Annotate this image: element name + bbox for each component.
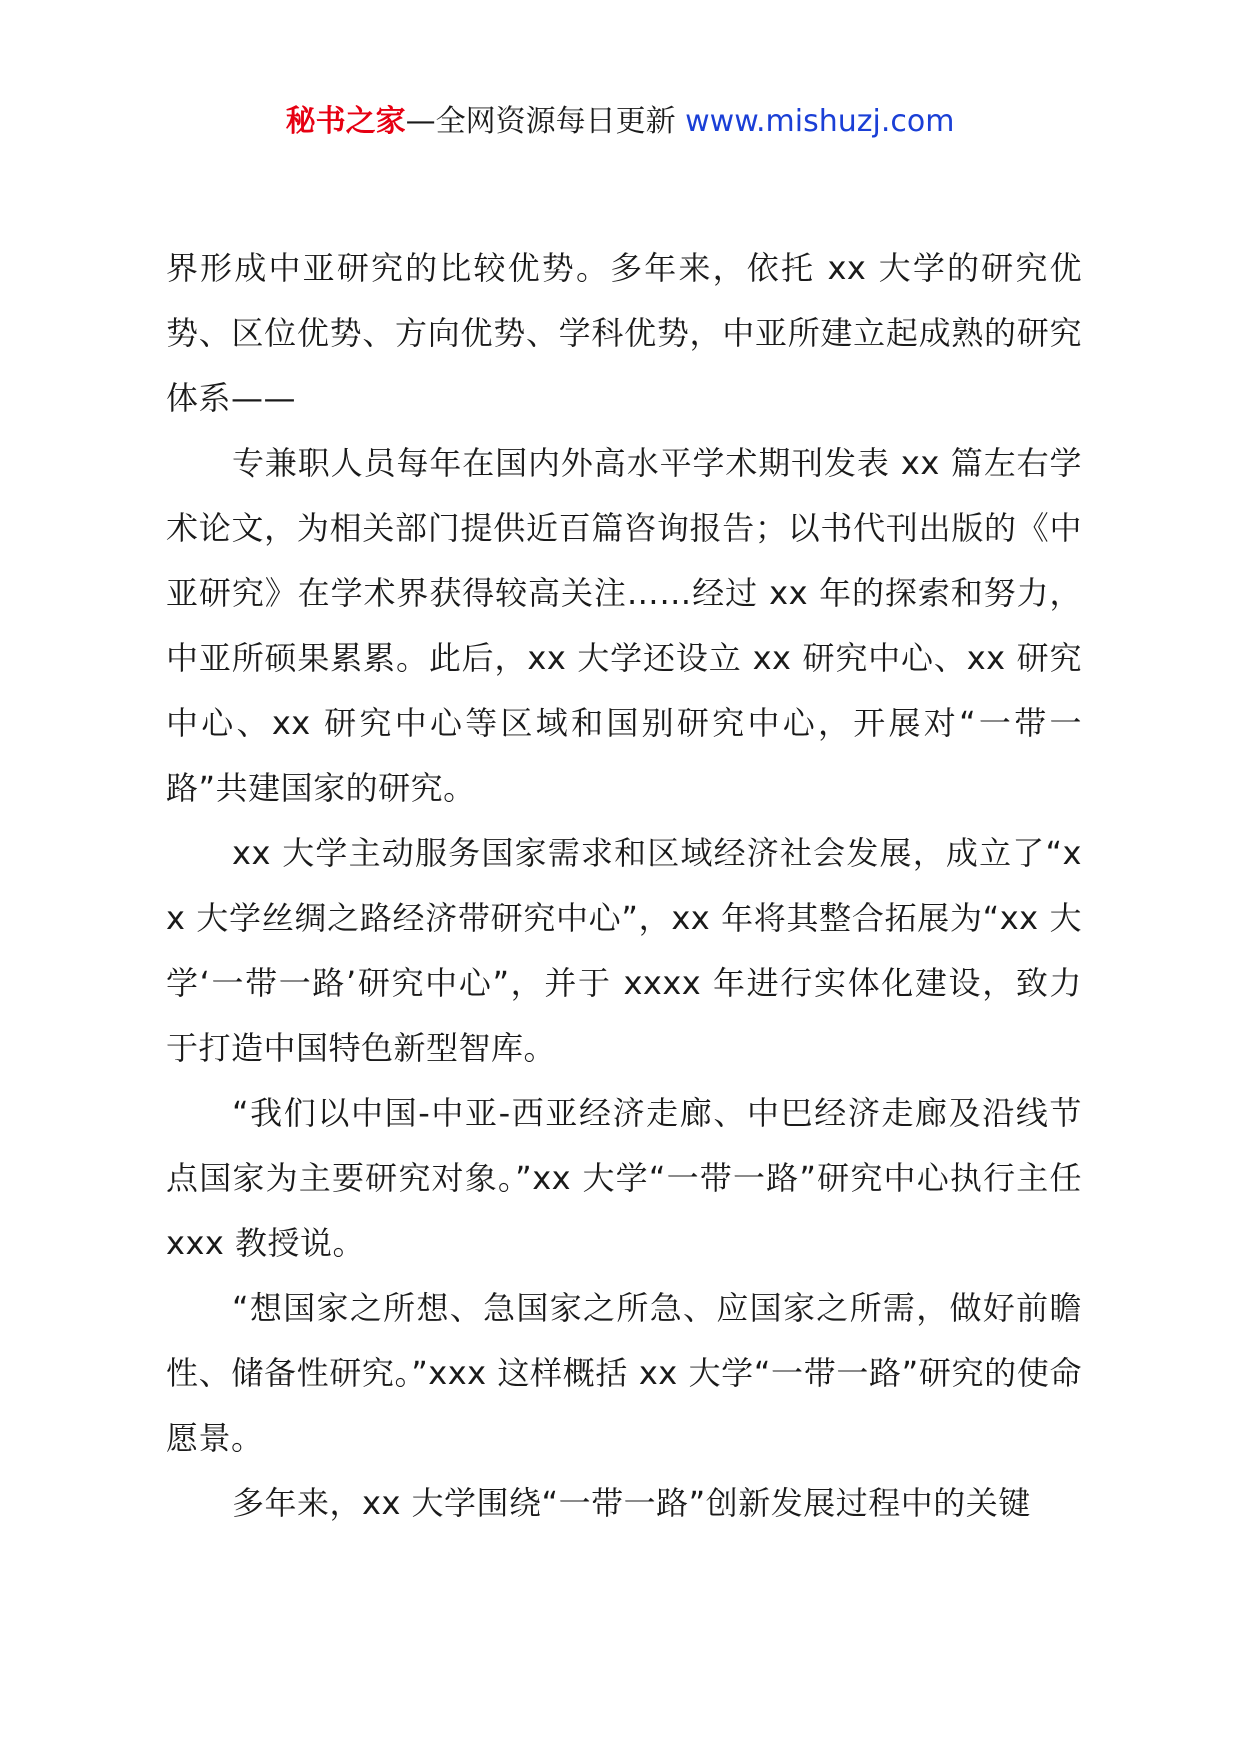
paragraph-continued: 界形成中亚研究的比较优势。多年来，依托 xx 大学的研究优势、区位优势、方向优势、学科优势，中亚所建立起成熟的研究体系—— — [166, 249, 1082, 417]
header-tagline: —全网资源每日更新 — [405, 104, 676, 139]
website-link[interactable]: www.mishuzj.com — [685, 104, 955, 139]
paragraph: “我们以中国-中亚-西亚经济走廊、中巴经济走廊及沿线节点国家为主要研究对象。”xx 大学“一带一路”研究中心执行主任 xxx 教授说。 — [166, 1094, 1082, 1262]
brand-name: 秘书之家 — [285, 104, 406, 139]
paragraph: 多年来，xx 大学围绕“一带一路”创新发展过程中的关键 — [232, 1484, 1031, 1522]
paragraph: “想国家之所想、急国家之所急、应国家之所需，做好前瞻性、储备性研究。”xxx 这样概括 xx 大学“一带一路”研究的使命愿景。 — [166, 1289, 1082, 1457]
paragraph: 专兼职人员每年在国内外高水平学术期刊发表 xx 篇左右学术论文，为相关部门提供近百篇咨询报告；以书代刊出版的《中亚研究》在学术界获得较高关注……经过 xx 年的探索和努力，中亚所硕果累累。此后，xx 大学还设立 xx 研究中心、xx 研究中心、xx 研究中心等区域和国别研究中心，开展对“一带一路”共建国家的研究。 — [166, 444, 1082, 807]
document-body — [166, 236, 1082, 1536]
paragraph: xx 大学主动服务国家需求和区域经济社会发展，成立了“xx 大学丝绸之路经济带研究中心”，xx 年将其整合拓展为“xx 大学‘一带一路’研究中心”，并于 xxxx 年进行实体化建设，致力于打造中国特色新型智库。 — [166, 834, 1082, 1067]
page-header — [0, 100, 1240, 144]
